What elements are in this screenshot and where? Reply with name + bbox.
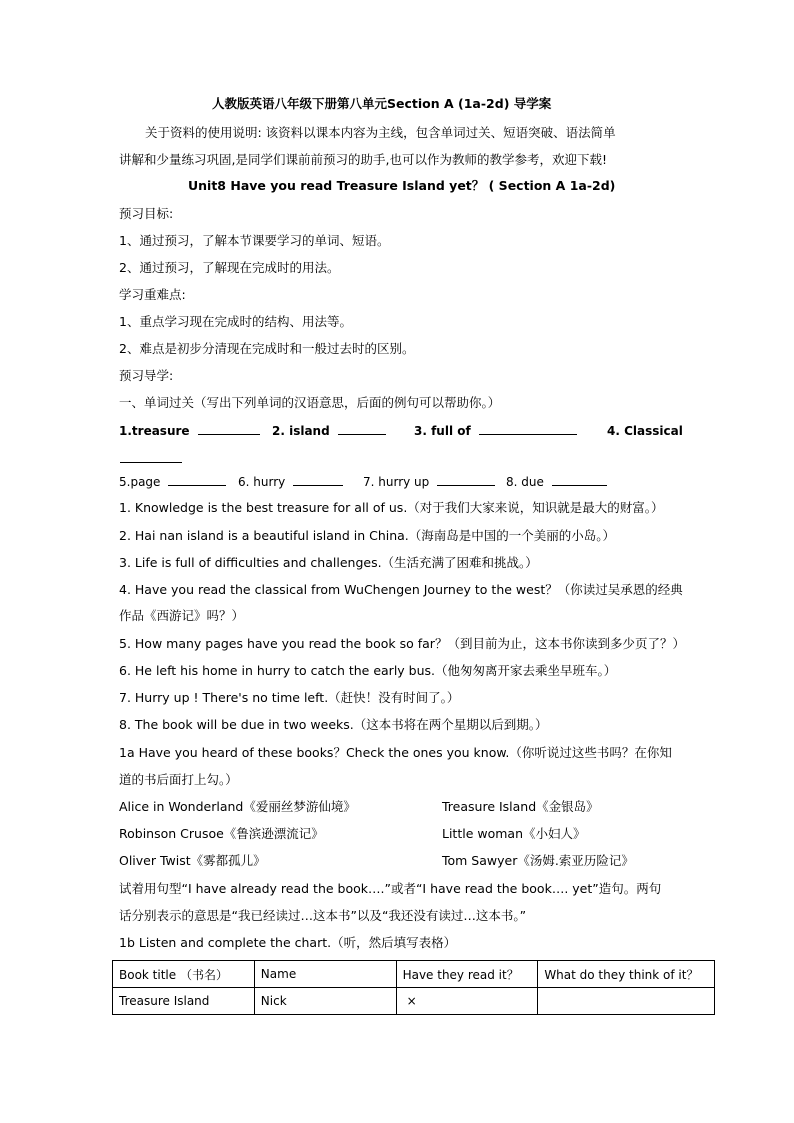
- vocab-item: [272, 421, 386, 441]
- intro-line-2: 讲解和少量练习巩固,是同学们课前前预习的助手,也可以作为教师的教学参考，欢迎下载!: [119, 152, 607, 167]
- answer-blank[interactable]: [293, 472, 343, 486]
- goal-item: 1、通过预习，了解本节课要学习的单词、短语。: [119, 233, 390, 248]
- answer-blank[interactable]: [437, 472, 495, 486]
- task-1b-instruction: 1b Listen and complete the chart.（听，然后填写表格）: [119, 935, 457, 950]
- key-points-heading: 学习重难点:: [119, 287, 186, 302]
- table-row: [113, 988, 715, 1015]
- answer-blank[interactable]: [198, 421, 260, 435]
- example-sentence: 6. He left his home in hurry to catch the early bus.（他匆匆离开家去乘坐早班车。）: [119, 663, 617, 678]
- vocab-item: [363, 472, 495, 492]
- sentence-note: 试着用句型“I have already read the book….”或者“I have read the book…. yet”造句。两句: [119, 881, 662, 896]
- table-cell[interactable]: Treasure Island: [113, 988, 255, 1015]
- answer-blank[interactable]: [552, 472, 607, 486]
- vocab-item: [119, 421, 260, 441]
- table-header-cell: Book title （书名）: [113, 961, 255, 988]
- vocab-item: [238, 472, 343, 492]
- table-cell[interactable]: Nick: [254, 988, 396, 1015]
- table-header-cell: Name: [254, 961, 396, 988]
- intro-line-1: 关于资料的使用说明: 该资料以课本内容为主线，包含单词过关、短语突破、语法简单: [145, 125, 616, 140]
- book-option[interactable]: Tom Sawyer《汤姆.索亚历险记》: [442, 853, 634, 868]
- example-sentence: 3. Life is full of difficulties and challenges.（生活充满了困难和挑战。）: [119, 555, 538, 570]
- document-title: 人教版英语八年级下册第八单元Section A (1a-2d) 导学案: [212, 96, 552, 111]
- key-point-item: 1、重点学习现在完成时的结构、用法等。: [119, 314, 352, 329]
- unit-title: Unit8 Have you read Treasure Island yet？ ( Section A 1a-2d): [188, 178, 616, 193]
- book-option[interactable]: Alice in Wonderland《爱丽丝梦游仙境》: [119, 799, 356, 814]
- book-option[interactable]: Robinson Crusoe《鲁滨逊漂流记》: [119, 826, 324, 841]
- vocab-word: 1.treasure: [119, 424, 190, 438]
- vocab-word: 5.page: [119, 475, 161, 489]
- listening-chart-table: [112, 960, 715, 1015]
- guide-heading: 预习导学:: [119, 368, 174, 383]
- vocab-word: 3. full of: [414, 424, 471, 438]
- example-sentence: 作品《西游记》吗？）: [119, 608, 245, 623]
- table-header-cell: What do they think of it？: [538, 961, 715, 988]
- vocab-item: [414, 421, 577, 441]
- example-sentence: 7. Hurry up ! There's no time left.（赶快！没有时间了。）: [119, 690, 460, 705]
- example-sentence: 5. How many pages have you read the book so far？（到目前为止，这本书你读到多少页了？）: [119, 636, 685, 651]
- answer-blank[interactable]: [120, 449, 182, 463]
- example-sentence: 8. The book will be due in two weeks.（这本书将在两个星期以后到期。）: [119, 717, 548, 732]
- example-sentence: 1. Knowledge is the best treasure for all of us.（对于我们大家来说，知识就是最大的财富。）: [119, 500, 664, 515]
- key-point-item: 2、难点是初步分清现在完成时和一般过去时的区别。: [119, 341, 415, 356]
- task-1a-instruction: 道的书后面打上勾。）: [119, 772, 238, 787]
- vocab-item: [506, 472, 607, 492]
- answer-blank[interactable]: [338, 421, 386, 435]
- table-header-row: [113, 961, 715, 988]
- example-sentence: 2. Hai nan island is a beautiful island in China.（海南岛是中国的一个美丽的小岛。）: [119, 528, 616, 543]
- answer-blank[interactable]: [168, 472, 226, 486]
- table-cell[interactable]: [538, 988, 715, 1015]
- answer-blank[interactable]: [479, 421, 577, 435]
- table-cell[interactable]: ×: [396, 988, 538, 1015]
- table-header-cell: Have they read it？: [396, 961, 538, 988]
- example-sentence: 4. Have you read the classical from WuChengen Journey to the west？（你读过吴承恩的经典: [119, 582, 683, 597]
- task-1a-instruction: 1a Have you heard of these books？Check the ones you know.（你听说过这些书吗？在你知: [119, 745, 672, 760]
- goals-heading: 预习目标:: [119, 206, 174, 221]
- vocab-item: [119, 472, 226, 492]
- section-vocab-heading: 一、单词过关（写出下列单词的汉语意思，后面的例句可以帮助你。）: [119, 395, 501, 410]
- book-option[interactable]: Oliver Twist《雾都孤儿》: [119, 853, 266, 868]
- vocab-word: 7. hurry up: [363, 475, 430, 489]
- vocab-word: 4. Classical: [607, 424, 683, 438]
- goal-item: 2、通过预习，了解现在完成时的用法。: [119, 260, 340, 275]
- vocab-item: [607, 421, 683, 441]
- vocab-word: 2. island: [272, 424, 330, 438]
- book-option[interactable]: Little woman《小妇人》: [442, 826, 586, 841]
- vocab-word: 8. due: [506, 475, 544, 489]
- sentence-note: 话分别表示的意思是“我已经读过…这本书”以及“我还没有读过…这本书。”: [119, 908, 527, 923]
- book-option[interactable]: Treasure Island《金银岛》: [442, 799, 599, 814]
- vocab-word: 6. hurry: [238, 475, 286, 489]
